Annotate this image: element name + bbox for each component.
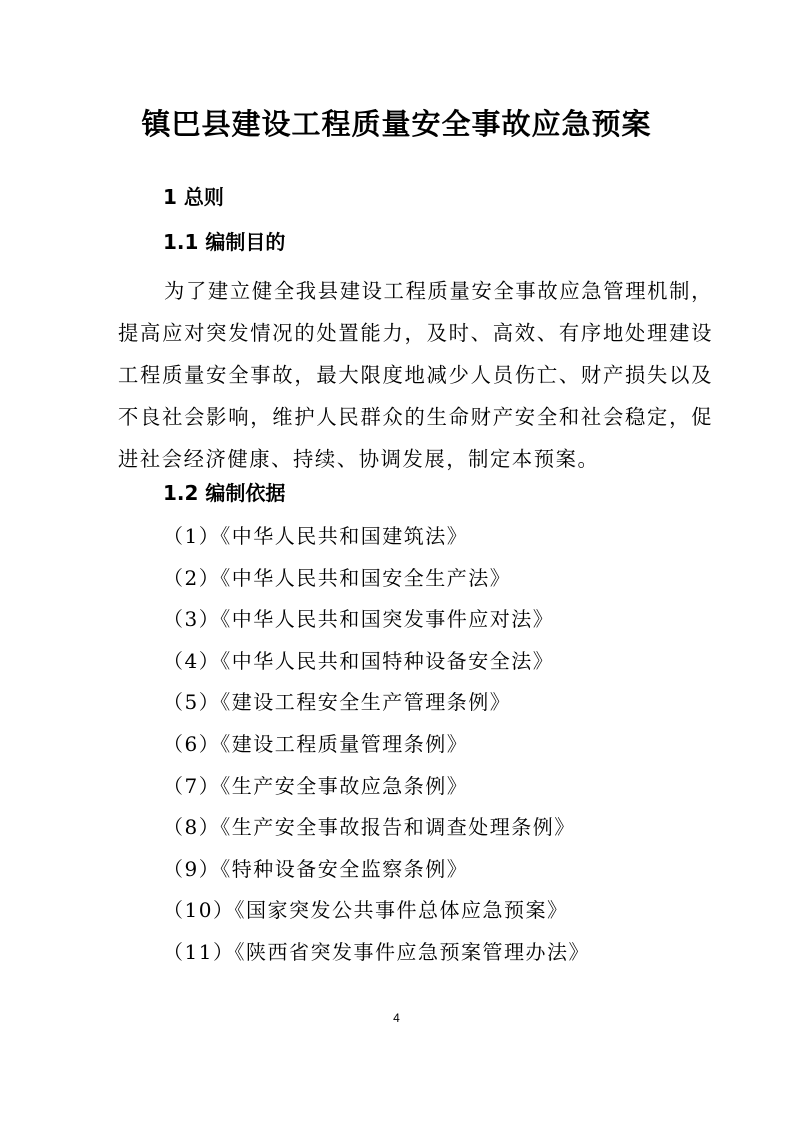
list-item: （9）《特种设备安全监察条例》 <box>163 856 469 881</box>
list-item: （10）《国家突发公共事件总体应急预案》 <box>163 898 569 923</box>
section-heading-general: 1 总则 <box>163 185 224 209</box>
list-item: （8）《生产安全事故报告和调查处理条例》 <box>163 815 576 840</box>
list-item: （2）《中华人民共和国安全生产法》 <box>163 565 512 590</box>
list-item: （6）《建设工程质量管理条例》 <box>163 731 469 756</box>
document-title: 镇巴县建设工程质量安全事故应急预案 <box>141 107 652 141</box>
purpose-paragraph: 为了建立健全我县建设工程质量安全事故应急管理机制，提高应对突发情况的处置能力，及时、高效、有序地处理建设工程质量安全事故，最大限度地减少人员伤亡、财产损失以及不良社会影响，维护人民群众的生命财产安全和社会稳定，促进社会经济健康、持续、协调发展，制定本预案。 <box>118 279 713 471</box>
page-number: 4 <box>393 1011 400 1025</box>
list-item: （11）《陕西省突发事件应急预案管理办法》 <box>163 939 590 964</box>
list-item: （5）《建设工程安全生产管理条例》 <box>163 690 512 715</box>
list-item: （7）《生产安全事故应急条例》 <box>163 773 469 798</box>
basis-list <box>163 516 590 974</box>
section-heading-purpose: 1.1 编制目的 <box>163 230 286 254</box>
section-heading-basis: 1.2 编制依据 <box>163 481 286 505</box>
list-item: （4）《中华人民共和国特种设备安全法》 <box>163 648 555 673</box>
list-item: （3）《中华人民共和国突发事件应对法》 <box>163 607 555 632</box>
list-item: （1）《中华人民共和国建筑法》 <box>163 524 469 548</box>
